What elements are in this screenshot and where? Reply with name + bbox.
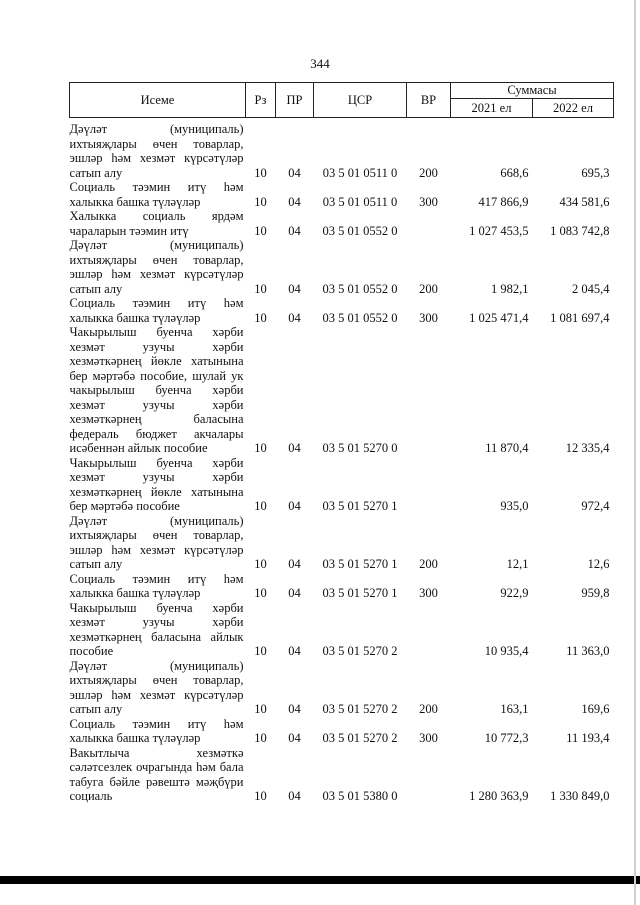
cell-rz: 10	[254, 194, 267, 209]
cell-vr: 300	[419, 586, 438, 600]
table-body	[70, 118, 614, 804]
col-header-csr: ЦСР	[314, 83, 407, 118]
scan-right-edge	[634, 0, 636, 905]
cell-pr: 04	[288, 194, 301, 209]
cell-csr: 03 5 01 5270 2	[322, 731, 398, 745]
cell-name: Социаль тәэмин итү һәм халыкка башка түләүләр	[69, 180, 244, 209]
table-row	[70, 238, 614, 296]
cell-sum-2021: 10 935,4	[484, 644, 529, 658]
table-row	[70, 659, 614, 717]
cell-rz: 10	[254, 223, 267, 238]
cell-sum-2022: 972,4	[581, 499, 610, 513]
cell-rz: 10	[254, 557, 267, 571]
cell-vr	[407, 456, 451, 514]
cell-sum-2021: 11 870,4	[485, 441, 529, 455]
cell-sum-2022: 1 081 697,4	[550, 310, 610, 325]
cell-csr: 03 5 01 5270 2	[322, 702, 398, 716]
table-row	[70, 325, 614, 456]
cell-pr: 04	[288, 165, 301, 180]
cell-sum-2022: 11 363,0	[566, 644, 610, 658]
cell-vr: 300	[419, 310, 438, 325]
cell-name: Чакырылыш буенча хәрби хезмәт узучы хәрби хезмәткәрнең баласына айлык пособие	[69, 600, 244, 658]
cell-sum-2022: 12,6	[587, 557, 610, 571]
col-header-vr: ВР	[407, 83, 451, 118]
cell-pr: 04	[288, 281, 301, 296]
cell-csr: 03 5 01 5270 2	[322, 644, 398, 658]
cell-sum-2022: 12 335,4	[565, 441, 610, 455]
cell-name: Дәүләт (муниципаль) ихтыяҗлары өчен товарлар, эшләр һәм хезмәт күрсәтүләр сатып алу	[69, 658, 244, 716]
cell-sum-2021: 1 027 453,5	[469, 223, 529, 238]
col-header-sums: Суммасы	[451, 83, 614, 99]
cell-sum-2021: 163,1	[500, 702, 529, 716]
cell-sum-2021: 12,1	[506, 557, 529, 571]
col-header-pr: ПР	[276, 83, 314, 118]
col-header-rz: Рз	[246, 83, 276, 118]
cell-sum-2021: 1 982,1	[491, 281, 529, 296]
cell-vr: 300	[419, 731, 438, 745]
cell-pr: 04	[288, 731, 301, 745]
cell-csr: 03 5 01 5380 0	[322, 789, 398, 803]
table-row	[70, 296, 614, 325]
cell-name: Дәүләт (муниципаль) ихтыяҗлары өчен товарлар, эшләр һәм хезмәт күрсәтүләр сатып алу	[69, 122, 244, 180]
cell-vr	[407, 209, 451, 238]
cell-sum-2021: 668,6	[500, 165, 529, 180]
cell-name: Чакырылыш буенча хәрби хезмәт узучы хәрби хезмәткәрнең йөкле хатынына бер мәртәбә пособие, шулай ук чакырылыш буенча хәрби хезмәт узучы хәрби хезмәткәрнең баласына федераль бюджет акчалары исәбеннән айлык пособие	[69, 325, 244, 455]
cell-sum-2022: 169,6	[581, 702, 610, 716]
cell-pr: 04	[288, 499, 301, 513]
table-row	[70, 118, 614, 181]
cell-sum-2022: 1 083 742,8	[550, 223, 610, 238]
cell-sum-2021: 1 025 471,4	[469, 310, 529, 325]
table-row	[70, 456, 614, 514]
cell-rz: 10	[254, 586, 267, 600]
table-row	[70, 601, 614, 659]
col-header-name: Исеме	[70, 83, 246, 118]
col-header-year-2022: 2022 ел	[533, 99, 614, 118]
page-number: 344	[310, 56, 330, 71]
cell-name: Дәүләт (муниципаль) ихтыяҗлары өчен товарлар, эшләр һәм хезмәт күрсәтүләр сатып алу	[69, 238, 244, 296]
cell-pr: 04	[288, 702, 301, 716]
cell-sum-2021: 10 772,3	[484, 731, 529, 745]
cell-name: Социаль тәэмин итү һәм халыкка башка түләүләр	[69, 296, 244, 325]
cell-pr: 04	[288, 644, 301, 658]
cell-vr: 200	[419, 557, 438, 571]
cell-csr: 03 5 01 5270 1	[322, 499, 398, 513]
table-row	[70, 717, 614, 746]
table-row	[70, 180, 614, 209]
cell-rz: 10	[254, 165, 267, 180]
cell-rz: 10	[254, 281, 267, 296]
cell-csr: 03 5 01 0552 0	[322, 281, 398, 296]
cell-name: Халыкка социаль ярдәм чараларын тәэмин итү	[69, 209, 244, 238]
cell-vr	[407, 746, 451, 804]
cell-sum-2022: 959,8	[581, 586, 610, 600]
table-row	[70, 514, 614, 572]
cell-vr: 200	[419, 281, 438, 296]
cell-sum-2021: 1 280 363,9	[469, 789, 529, 803]
cell-pr: 04	[288, 310, 301, 325]
cell-csr: 03 5 01 5270 1	[322, 586, 398, 600]
cell-csr: 03 5 01 0552 0	[322, 310, 398, 325]
table-row	[70, 746, 614, 804]
cell-vr	[407, 601, 451, 659]
cell-name: Социаль тәэмин итү һәм халыкка башка түләүләр	[69, 571, 244, 600]
cell-sum-2022: 695,3	[581, 165, 610, 180]
cell-rz: 10	[254, 441, 267, 455]
cell-rz: 10	[254, 731, 267, 745]
cell-csr: 03 5 01 0511 0	[322, 194, 398, 209]
cell-rz: 10	[254, 644, 267, 658]
cell-vr	[407, 325, 451, 456]
col-header-year-2021: 2021 ел	[451, 99, 533, 118]
cell-name: Дәүләт (муниципаль) ихтыяҗлары өчен товарлар, эшләр һәм хезмәт күрсәтүләр сатып алу	[69, 513, 244, 571]
table-row	[70, 209, 614, 238]
cell-csr: 03 5 01 5270 0	[322, 441, 398, 455]
cell-rz: 10	[254, 702, 267, 716]
cell-vr: 200	[419, 702, 438, 716]
scan-bottom-edge	[0, 876, 640, 884]
cell-name: Вакытлыча хезмәткә сәләтсезлек очрагында һәм бала табуга бәйле рәвештә мәҗбүри социаль	[69, 745, 244, 803]
cell-csr: 03 5 01 5270 1	[322, 557, 398, 571]
cell-sum-2022: 1 330 849,0	[550, 789, 610, 803]
cell-vr: 200	[419, 165, 438, 180]
cell-sum-2022: 11 193,4	[566, 731, 610, 745]
cell-rz: 10	[254, 789, 267, 803]
cell-name: Чакырылыш буенча хәрби хезмәт узучы хәрби хезмәткәрнең йөкле хатынына бер мәртәбә пособие	[69, 455, 244, 513]
cell-rz: 10	[254, 310, 267, 325]
cell-pr: 04	[288, 789, 301, 803]
cell-pr: 04	[288, 557, 301, 571]
cell-name: Социаль тәэмин итү һәм халыкка башка түләүләр	[69, 716, 244, 745]
cell-rz: 10	[254, 499, 267, 513]
cell-csr: 03 5 01 0552 0	[322, 223, 398, 238]
cell-csr: 03 5 01 0511 0	[322, 165, 398, 180]
cell-pr: 04	[288, 441, 301, 455]
cell-vr: 300	[419, 194, 438, 209]
cell-sum-2022: 434 581,6	[559, 194, 610, 209]
cell-sum-2021: 922,9	[500, 586, 529, 600]
cell-sum-2021: 417 866,9	[478, 194, 529, 209]
table-row	[70, 572, 614, 601]
budget-table	[69, 82, 614, 804]
table-header	[70, 83, 614, 118]
cell-sum-2021: 935,0	[500, 499, 529, 513]
cell-pr: 04	[288, 223, 301, 238]
cell-pr: 04	[288, 586, 301, 600]
cell-sum-2022: 2 045,4	[572, 281, 610, 296]
